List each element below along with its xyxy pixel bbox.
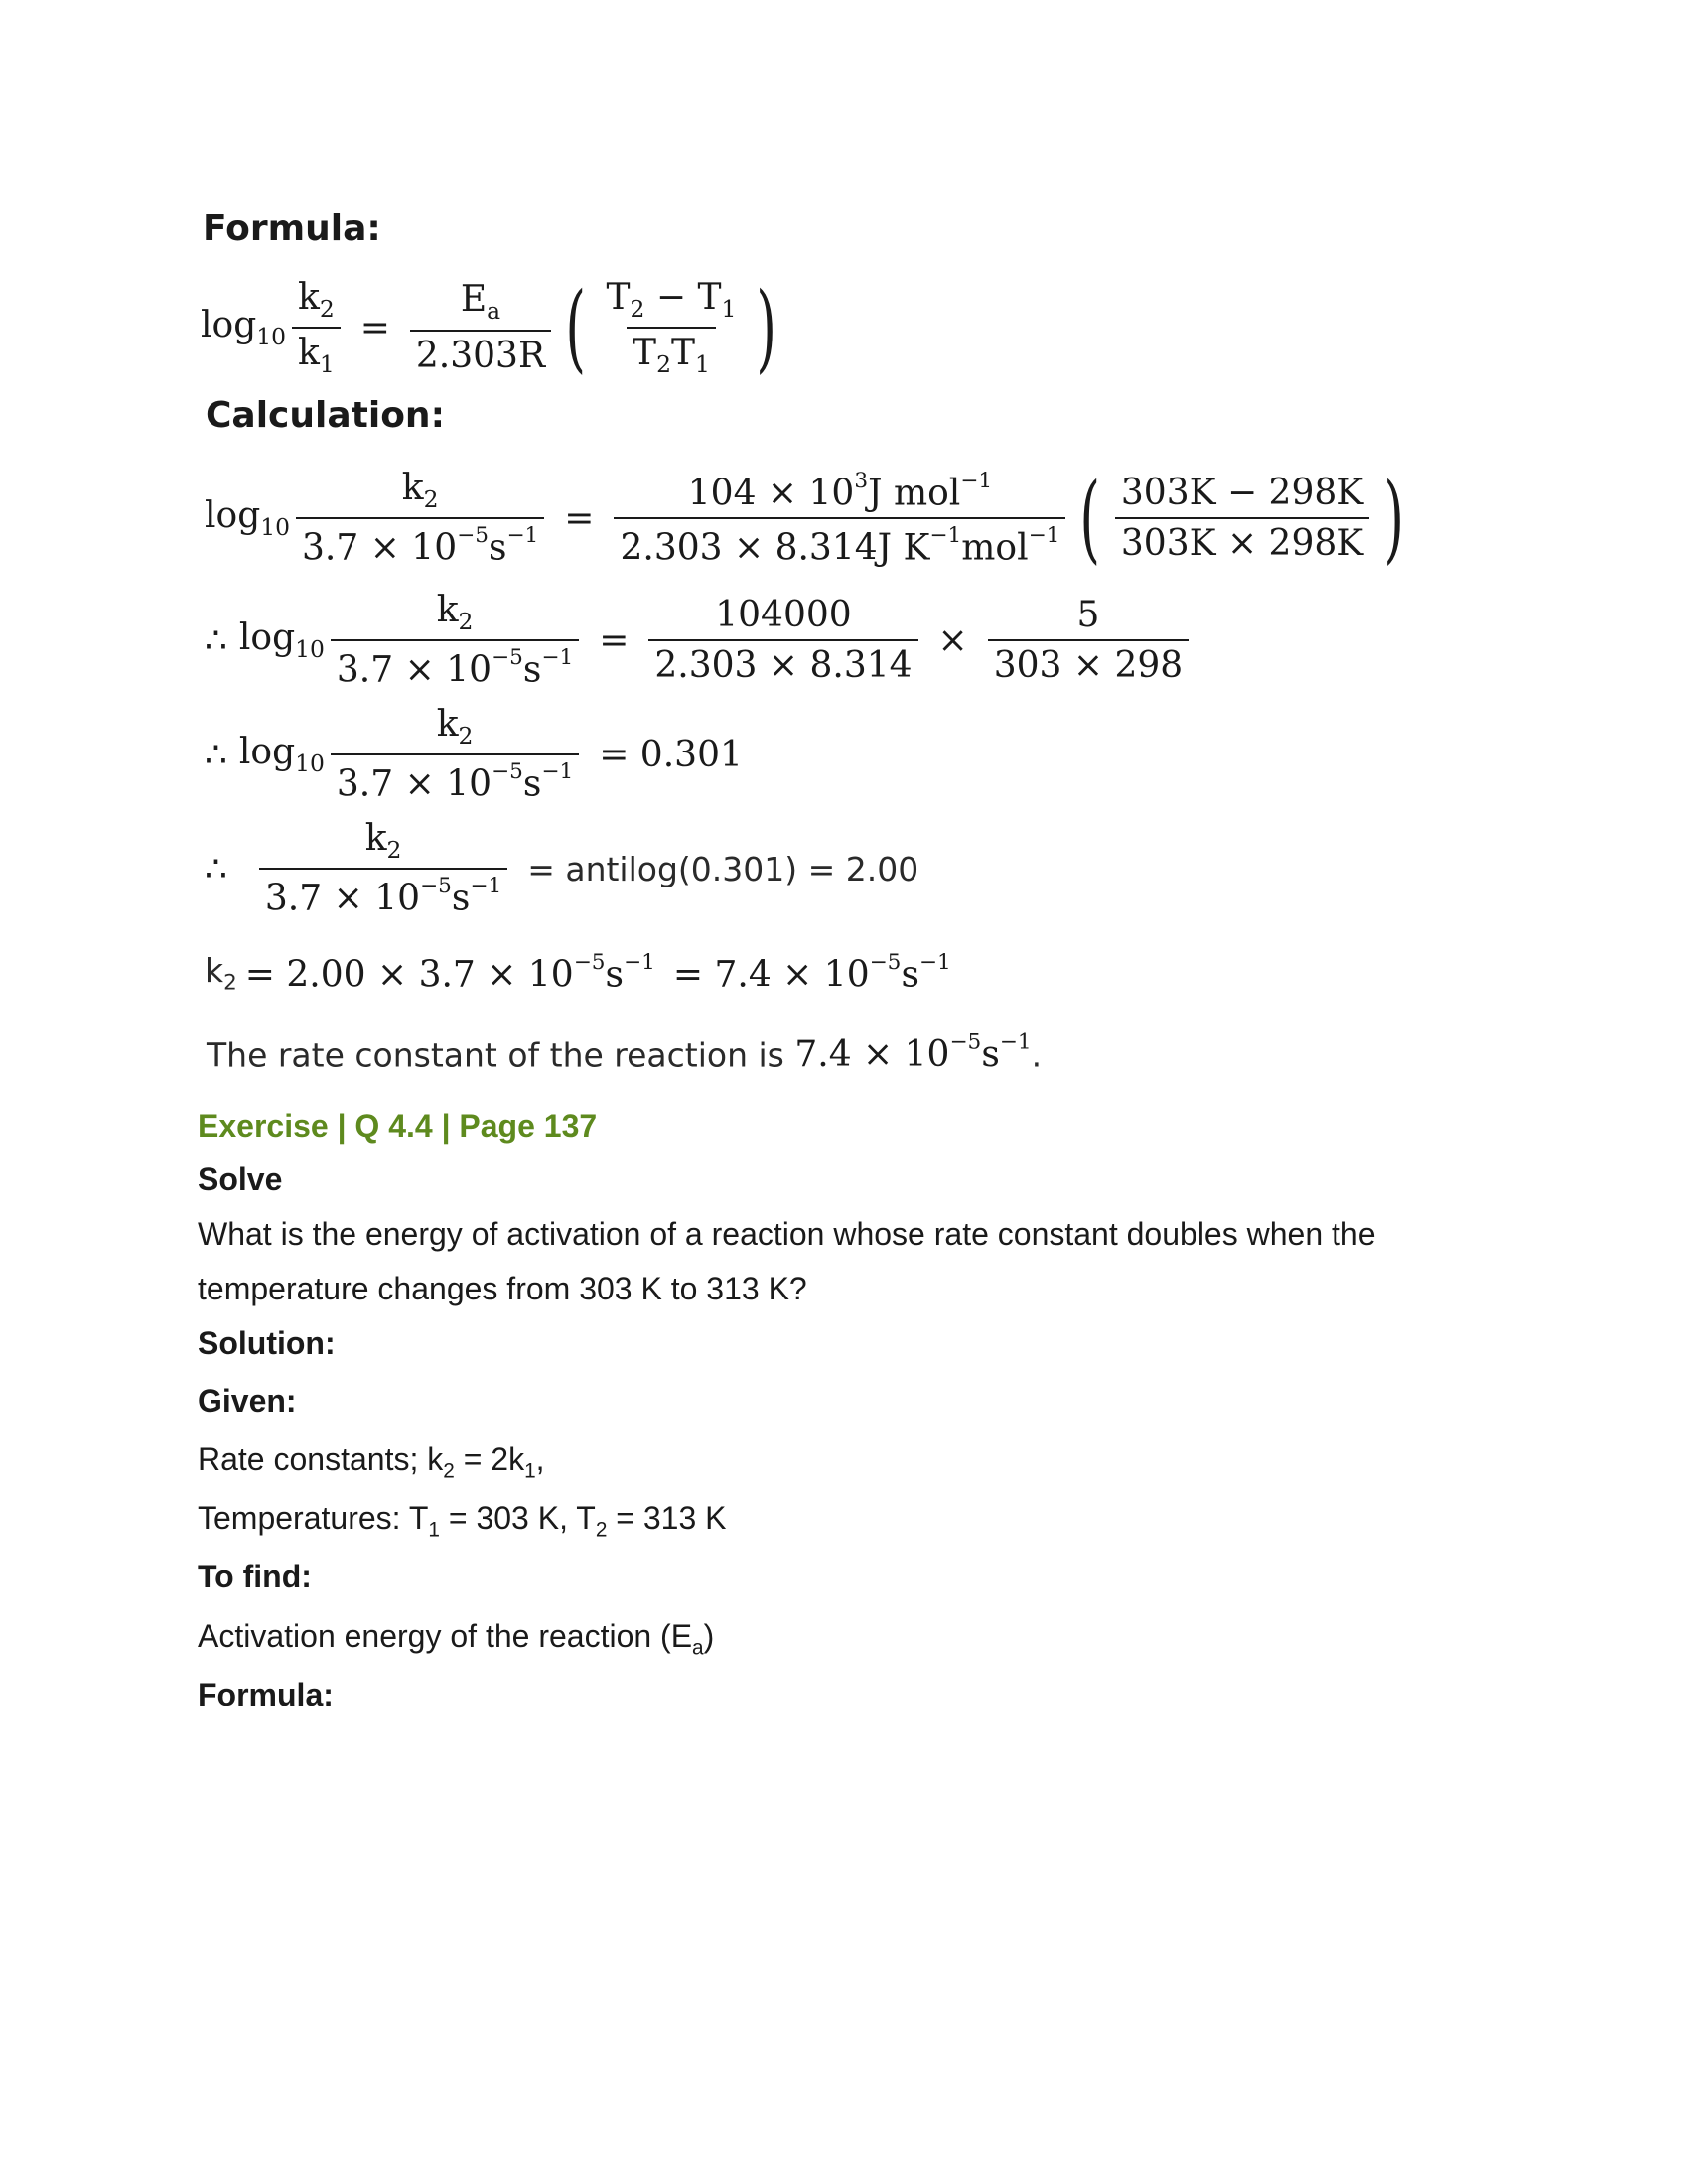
energy-over-gas-constant: $\frac{104 \times 10^3J mol^{-1}}{2.303 \times 8.314J K^{-1}mol^{-1}}$	[614, 469, 1065, 569]
arrhenius-formula	[201, 268, 785, 387]
to-find-heading: To find:	[198, 1559, 312, 1594]
right-paren: )	[756, 272, 777, 383]
conclusion-sentence: The rate constant of the reaction is $7.4 \times 10^{-5}s^{-1}$.	[207, 1030, 1043, 1076]
solution-heading: Solution:	[198, 1325, 336, 1361]
formula-heading: Formula:	[203, 208, 381, 249]
given-heading: Given:	[198, 1383, 297, 1419]
calculation-line-2: ∴ $\log_{10}$ $\frac{k_2}{3.7 \times 10^{-5}s^{-1}}$ = $\frac{104000}{2.303 \times 8.314}$ × $\frac{5}{303 \times 298}$	[205, 586, 1195, 695]
left-paren: (	[565, 272, 587, 383]
temperature-values-fraction: $\frac{303K - 298K}{303K \times 298K}$	[1115, 473, 1369, 564]
temperatures-line: Temperatures: $T_1 = 303$ K, $T_2 = 313$ K	[198, 1500, 727, 1542]
ea-fraction: $\frac{E_a}{2.303R}$	[410, 279, 551, 375]
to-find-line: Activation energy of the reaction $(E_a)$	[198, 1618, 715, 1660]
k2-over-k1-value: $\frac{k_2}{3.7 \times 10^{-5}s^{-1}}$	[296, 468, 544, 568]
k-ratio-fraction: $\frac{k_2}{k_1}$	[292, 277, 341, 378]
calculation-line-4: ∴ $\frac{k_2}{3.7 \times 10^{-5}s^{-1}}$ = antilog(0.301) = 2.00	[205, 818, 919, 919]
temperature-fraction: $\frac{T_2 - T_1}{T_2T_1}$	[606, 276, 737, 379]
question-line-1: What is the energy of activation of a reaction whose rate constant doubles when the	[198, 1216, 1376, 1252]
log-term: $\log_{10}$	[201, 304, 286, 351]
equals-sign: =	[359, 307, 390, 348]
calculation-line-5: $k_2$ = $2.00 \times 3.7 \times 10^{-5}s^{-1}$ = $7.4 \times 10^{-5}s^{-1}$	[205, 950, 951, 996]
calculation-line-1: $\log_{10}$ $\frac{k_2}{3.7 \times 10^{-5}s^{-1}}$ = $\frac{104 \times 10^3J mol^{-1}}{2.303 \times 8.314J K^{-1}mol^{-1}}$ ( $\frac{303K - 298K}{303K \times 298K}$ )	[205, 463, 1405, 574]
formula-heading-2: Formula:	[198, 1677, 334, 1712]
calculation-line-3: ∴ $\log_{10}$ $\frac{k_2}{3.7 \times 10^{-5}s^{-1}}$ = 0.301	[205, 704, 743, 805]
question-line-2: temperature changes from 303 K to 313 K?	[198, 1271, 807, 1306]
solve-heading: Solve	[198, 1161, 283, 1197]
calculation-heading: Calculation:	[206, 395, 445, 436]
exercise-label[interactable]: Exercise | Q 4.4 | Page 137	[198, 1108, 598, 1144]
rate-constants-line: Rate constants; $k_2 = 2k_1$,	[198, 1441, 545, 1483]
